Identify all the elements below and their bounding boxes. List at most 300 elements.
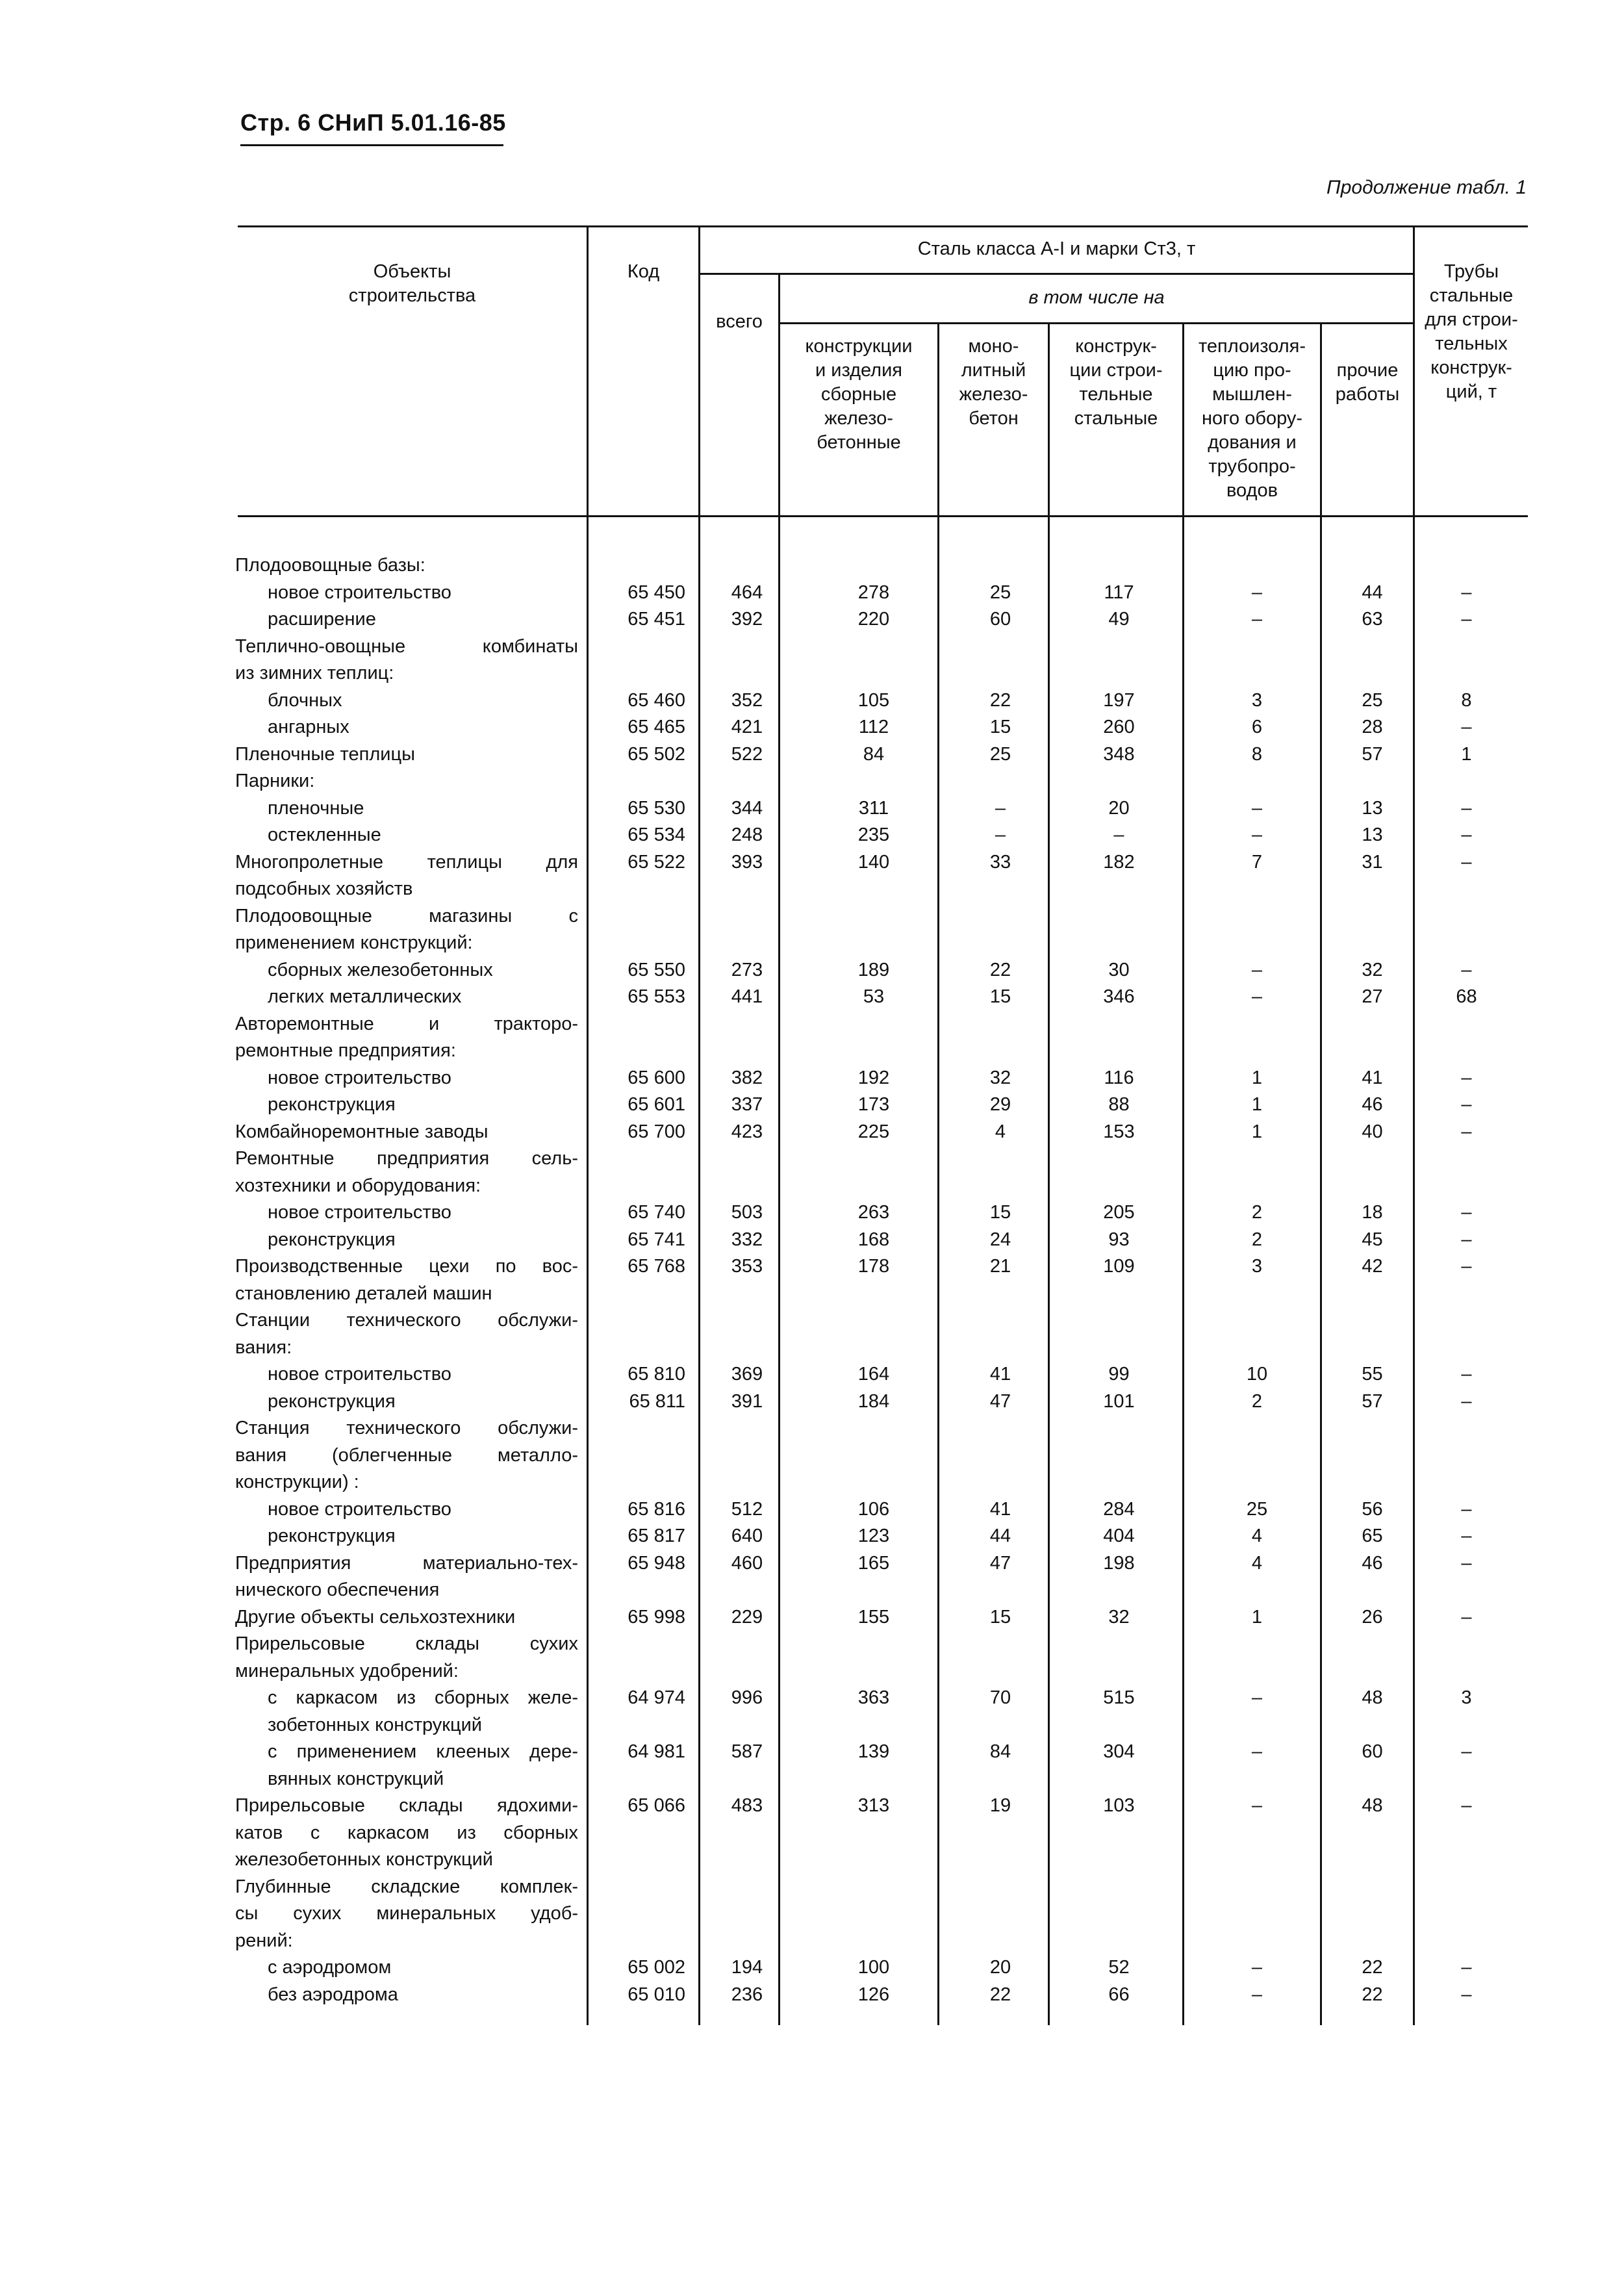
cell-total: 236: [731, 1984, 763, 2005]
cell-insul: 2: [1251, 1229, 1263, 1250]
row-object-name: Прирельсовые склады ядохими-: [235, 1795, 578, 1816]
row-object-name: становлению деталей машин: [235, 1283, 492, 1304]
table-row: [227, 1092, 1527, 1119]
table-row: [227, 1712, 1527, 1739]
table-row: [227, 1307, 1527, 1335]
table-row: [227, 687, 1527, 715]
cell-steel: 197: [1103, 689, 1135, 711]
cell-steel: 101: [1103, 1390, 1135, 1412]
table-row: [227, 633, 1527, 661]
row-object-name: блочных: [268, 689, 342, 711]
cell-insul: –: [1251, 986, 1263, 1007]
row-object-name: Прирельсовые склады сухих: [235, 1633, 578, 1654]
row-object-name: Глубинные складские комплек-: [235, 1876, 578, 1897]
cell-insul: 3: [1251, 689, 1263, 711]
table-row: [227, 1388, 1527, 1416]
cell-other: 44: [1362, 581, 1383, 603]
cell-other: 46: [1362, 1552, 1383, 1574]
cell-other: 27: [1362, 986, 1383, 1007]
row-object-name: реконструкция: [268, 1526, 396, 1546]
row-object-name: Производственные цехи по вос-: [235, 1256, 578, 1277]
row-object-name: реконструкция: [268, 1229, 396, 1250]
header-precast: конструкции и изделия сборные железо- бетонные: [805, 336, 913, 453]
cell-monolith: 22: [989, 1984, 1011, 2005]
cell-total: 640: [731, 1526, 763, 1546]
cell-total: 391: [731, 1390, 763, 1412]
table-row: [227, 1038, 1527, 1065]
cell-pipes: –: [1461, 959, 1472, 980]
row-object-name: ангарных: [268, 717, 349, 737]
cell-precast: 126: [857, 1984, 890, 2005]
cell-pipes: –: [1461, 1526, 1472, 1546]
row-object-name: расширение: [268, 609, 376, 630]
cell-other: 56: [1362, 1498, 1383, 1520]
cell-insul: 10: [1246, 1364, 1268, 1385]
table-row: [227, 1011, 1527, 1038]
row-object-name: пленочные: [268, 797, 364, 819]
table-row: [227, 795, 1527, 823]
cell-code: 65 811: [629, 1390, 685, 1412]
cell-precast: 155: [857, 1606, 890, 1628]
row-object-name: Станции технического обслужи-: [235, 1310, 578, 1331]
cell-other: 48: [1362, 1795, 1383, 1816]
cell-total: 393: [731, 851, 763, 873]
table-row: [227, 876, 1527, 903]
cell-pipes: –: [1461, 824, 1472, 845]
cell-monolith: 47: [989, 1390, 1011, 1412]
page-header: Стр. 6 СНиП 5.01.16-85: [240, 109, 506, 136]
header-underline: [240, 144, 503, 146]
cell-total: 503: [731, 1202, 763, 1223]
table-row: [227, 1361, 1527, 1388]
cell-insul: –: [1251, 797, 1263, 819]
cell-other: 57: [1362, 1390, 1383, 1412]
cell-steel: 346: [1103, 986, 1135, 1007]
table-row: [227, 1335, 1527, 1362]
cell-code: 65 066: [628, 1795, 685, 1816]
cell-other: 42: [1362, 1256, 1383, 1277]
row-object-name: Многопролетные теплицы для: [235, 851, 578, 873]
table-continuation-note: Продолжение табл. 1: [1326, 177, 1527, 198]
table-row: [227, 1199, 1527, 1227]
cell-total: 996: [731, 1687, 763, 1708]
cell-precast: 140: [857, 851, 890, 873]
cell-pipes: –: [1461, 1741, 1472, 1762]
cell-monolith: 70: [989, 1687, 1011, 1708]
table-row: [227, 1145, 1527, 1173]
cell-pipes: –: [1461, 1795, 1472, 1816]
cell-steel: 198: [1103, 1552, 1135, 1574]
cell-total: 194: [731, 1957, 763, 1978]
table-row: [227, 930, 1527, 957]
row-object-name: новое строительство: [268, 1202, 451, 1223]
table-row: [227, 1415, 1527, 1442]
header-code: Код: [627, 261, 660, 282]
table-row: [227, 1604, 1527, 1631]
cell-pipes: –: [1461, 1364, 1472, 1385]
table-row: [227, 1793, 1527, 1820]
cell-precast: 123: [857, 1526, 890, 1546]
table-row: [227, 849, 1527, 876]
row-object-name: нического обеспечения: [235, 1579, 440, 1600]
cell-code: 65 553: [628, 986, 685, 1007]
table-row: [227, 1928, 1527, 1955]
cell-code: 65 451: [628, 609, 685, 630]
header-bottom-rule: [238, 515, 1528, 517]
incl-rule: [780, 322, 1413, 324]
cell-pipes: –: [1461, 797, 1472, 819]
cell-code: 65 817: [628, 1526, 685, 1546]
table-row: [227, 903, 1527, 930]
row-object-name: сы сухих минеральных удоб-: [235, 1903, 578, 1924]
table-row: [227, 957, 1527, 984]
cell-pipes: –: [1461, 1229, 1472, 1250]
cell-total: 441: [731, 986, 763, 1007]
cell-pipes: –: [1461, 1390, 1472, 1412]
cell-steel: 66: [1108, 1984, 1130, 2005]
cell-total: 273: [731, 959, 763, 980]
cell-code: 65 460: [628, 689, 685, 711]
cell-other: 26: [1362, 1606, 1383, 1628]
header-monolith: моно- литный железо- бетон: [959, 336, 1028, 429]
cell-other: 31: [1362, 851, 1383, 873]
cell-other: 55: [1362, 1364, 1383, 1385]
cell-steel: 93: [1108, 1229, 1130, 1250]
cell-insul: –: [1251, 1957, 1263, 1978]
cell-total: 337: [731, 1094, 763, 1115]
cell-pipes: –: [1461, 1552, 1472, 1574]
cell-monolith: 25: [989, 743, 1011, 765]
cell-precast: 192: [857, 1067, 890, 1088]
row-object-name: минеральных удобрений:: [235, 1660, 459, 1681]
cell-code: 65 502: [628, 743, 685, 765]
cell-precast: 100: [857, 1957, 890, 1978]
cell-steel: 284: [1103, 1498, 1135, 1520]
cell-insul: 1: [1251, 1067, 1263, 1088]
table-row: [227, 822, 1527, 849]
row-object-name: реконструкция: [268, 1094, 396, 1115]
cell-other: 22: [1362, 1957, 1383, 1978]
cell-insul: 4: [1251, 1526, 1263, 1546]
row-object-name: остекленные: [268, 824, 381, 845]
cell-pipes: 1: [1461, 743, 1472, 765]
table-row: [227, 1982, 1527, 2009]
cell-precast: 173: [857, 1094, 890, 1115]
cell-precast: 313: [857, 1795, 890, 1816]
cell-monolith: 20: [989, 1957, 1011, 1978]
table-row: [227, 1874, 1527, 1901]
cell-steel: 182: [1103, 851, 1135, 873]
row-object-name: с применением клееных дере-: [268, 1741, 578, 1762]
cell-total: 382: [731, 1067, 763, 1088]
cell-steel: 109: [1103, 1256, 1135, 1277]
row-object-name: легких металлических: [268, 986, 462, 1007]
cell-other: 40: [1362, 1121, 1383, 1142]
row-object-name: хозтехники и оборудования:: [235, 1175, 481, 1196]
row-object-name: железобетонных конструкций: [235, 1849, 493, 1870]
cell-code: 65 002: [628, 1957, 685, 1978]
cell-insul: 3: [1251, 1256, 1263, 1277]
cell-code: 65 601: [628, 1094, 685, 1115]
cell-precast: 106: [857, 1498, 890, 1520]
row-object-name: новое строительство: [268, 1067, 451, 1088]
table-row: [227, 1173, 1527, 1200]
cell-pipes: –: [1461, 609, 1472, 630]
row-object-name: новое строительство: [268, 581, 451, 603]
row-object-name: вания:: [235, 1336, 292, 1358]
cell-code: 64 974: [628, 1687, 685, 1708]
cell-code: 65 741: [628, 1229, 685, 1250]
cell-code: 65 810: [628, 1364, 685, 1385]
cell-pipes: –: [1461, 1094, 1472, 1115]
cell-total: 587: [731, 1741, 763, 1762]
cell-other: 45: [1362, 1229, 1383, 1250]
cell-monolith: 41: [989, 1364, 1011, 1385]
cell-other: 28: [1362, 717, 1383, 737]
cell-steel: 49: [1108, 609, 1130, 630]
row-object-name: с аэродромом: [268, 1957, 392, 1978]
cell-other: 48: [1362, 1687, 1383, 1708]
cell-monolith: 47: [989, 1552, 1011, 1574]
table-row: [227, 1442, 1527, 1470]
cell-steel: 30: [1108, 959, 1130, 980]
cell-steel: 99: [1108, 1364, 1130, 1385]
table-row: [227, 1739, 1527, 1766]
cell-other: 32: [1362, 959, 1383, 980]
cell-code: 65 534: [628, 824, 685, 845]
steel-group-rule: [700, 273, 1413, 275]
cell-precast: 235: [857, 824, 890, 845]
row-object-name: Станция технического обслужи-: [235, 1418, 578, 1438]
row-object-name: с каркасом из сборных желе-: [268, 1687, 578, 1708]
cell-code: 65 998: [628, 1606, 685, 1628]
cell-monolith: 15: [989, 1606, 1011, 1628]
cell-other: 46: [1362, 1094, 1383, 1115]
table-row: [227, 1577, 1527, 1604]
cell-other: 18: [1362, 1202, 1383, 1223]
cell-precast: 220: [857, 609, 890, 630]
table-row: [227, 1685, 1527, 1712]
cell-code: 65 948: [628, 1552, 685, 1574]
row-object-name: Ремонтные предприятия сель-: [235, 1148, 578, 1169]
cell-code: 65 465: [628, 717, 685, 737]
cell-monolith: –: [995, 797, 1006, 819]
cell-precast: 189: [857, 959, 890, 980]
row-object-name: Другие объекты сельхозтехники: [235, 1606, 516, 1628]
cell-insul: 1: [1251, 1121, 1263, 1142]
cell-monolith: 84: [989, 1741, 1011, 1762]
cell-code: 65 530: [628, 797, 685, 819]
cell-code: 65 550: [628, 959, 685, 980]
row-object-name: Авторемонтные и тракторо-: [235, 1013, 578, 1034]
cell-insul: –: [1251, 1984, 1263, 2005]
cell-total: 522: [731, 743, 763, 765]
cell-insul: –: [1251, 581, 1263, 603]
cell-steel: 260: [1103, 717, 1135, 737]
header-insulation: теплоизоля- цию про- мышлен- ного обору- дования и трубопро- водов: [1198, 336, 1306, 501]
header-incl: в том числе на: [1028, 287, 1165, 308]
table-row: [227, 1846, 1527, 1874]
cell-monolith: 33: [989, 851, 1011, 873]
cell-code: 65 522: [628, 851, 685, 873]
cell-insul: 25: [1246, 1498, 1268, 1520]
cell-insul: 2: [1251, 1390, 1263, 1412]
table-row: [227, 984, 1527, 1011]
cell-insul: 1: [1251, 1606, 1263, 1628]
cell-total: 392: [731, 609, 763, 630]
table-row: [227, 1523, 1527, 1550]
row-object-name: из зимних теплиц:: [235, 663, 394, 684]
row-object-name: Парники:: [235, 771, 315, 791]
cell-pipes: –: [1461, 851, 1472, 873]
cell-precast: 139: [857, 1741, 890, 1762]
cell-precast: 105: [857, 689, 890, 711]
row-object-name: ремонтные предприятия:: [235, 1040, 456, 1061]
table-row: [227, 1954, 1527, 1982]
header-steel-structures: конструк- ции строи- тельные стальные: [1069, 336, 1163, 429]
table-row: [227, 1253, 1527, 1281]
header-objects: Объекты строительства: [348, 261, 476, 306]
cell-steel: 205: [1103, 1202, 1135, 1223]
cell-steel: –: [1113, 824, 1124, 845]
row-object-name: Пленочные теплицы: [235, 743, 415, 765]
cell-insul: –: [1251, 1795, 1263, 1816]
cell-precast: 178: [857, 1256, 890, 1277]
cell-pipes: 3: [1461, 1687, 1472, 1708]
cell-total: 352: [731, 689, 763, 711]
cell-monolith: 21: [989, 1256, 1011, 1277]
table-row: [227, 580, 1527, 607]
row-object-name: рений:: [235, 1930, 293, 1951]
table-row: [227, 1227, 1527, 1254]
table-row: [227, 1065, 1527, 1092]
cell-monolith: 15: [989, 986, 1011, 1007]
cell-total: 344: [731, 797, 763, 819]
cell-steel: 348: [1103, 743, 1135, 765]
cell-total: 332: [731, 1229, 763, 1250]
cell-total: 421: [731, 717, 763, 737]
table-body: [227, 552, 1527, 2008]
cell-insul: 6: [1251, 717, 1263, 737]
cell-monolith: 22: [989, 689, 1011, 711]
cell-code: 64 981: [628, 1741, 685, 1762]
cell-other: 65: [1362, 1526, 1383, 1546]
cell-insul: 4: [1251, 1552, 1263, 1574]
table-top-rule: [238, 225, 1528, 227]
cell-monolith: 15: [989, 717, 1011, 737]
row-object-name: зобетонных конструкций: [268, 1714, 483, 1735]
cell-other: 60: [1362, 1741, 1383, 1762]
cell-total: 353: [731, 1256, 763, 1277]
header-other: прочие работы: [1335, 360, 1400, 405]
cell-insul: –: [1251, 1687, 1263, 1708]
cell-pipes: –: [1461, 581, 1472, 603]
table-row: [227, 714, 1527, 741]
cell-pipes: –: [1461, 1498, 1472, 1520]
cell-pipes: 8: [1461, 689, 1472, 711]
cell-pipes: 68: [1456, 986, 1477, 1007]
cell-precast: 84: [863, 743, 885, 765]
header-pipes: Трубы стальные для строи- тельных конструк- ций, т: [1425, 261, 1518, 402]
cell-precast: 168: [857, 1229, 890, 1250]
header-total: всего: [716, 311, 763, 332]
cell-other: 63: [1362, 609, 1383, 630]
table-row: [227, 1631, 1527, 1658]
row-object-name: катов с каркасом из сборных: [235, 1822, 578, 1843]
row-object-name: Плодоовощные базы:: [235, 555, 425, 576]
cell-other: 22: [1362, 1984, 1383, 2005]
row-object-name: вания (облегченные металло-: [235, 1444, 578, 1466]
cell-code: 65 010: [628, 1984, 685, 2005]
cell-monolith: 15: [989, 1202, 1011, 1223]
cell-steel: 117: [1104, 581, 1134, 603]
cell-total: 248: [731, 824, 763, 845]
table-row: [227, 1496, 1527, 1524]
cell-steel: 52: [1108, 1957, 1130, 1978]
cell-precast: 311: [858, 797, 889, 819]
row-object-name: применением конструкций:: [235, 932, 473, 953]
table-row: [227, 1281, 1527, 1308]
table-row: [227, 1469, 1527, 1496]
cell-steel: 515: [1103, 1687, 1135, 1708]
cell-pipes: –: [1461, 1957, 1472, 1978]
cell-insul: –: [1251, 824, 1263, 845]
cell-other: 57: [1362, 743, 1383, 765]
cell-monolith: 4: [995, 1121, 1006, 1142]
cell-steel: 88: [1108, 1094, 1130, 1115]
cell-pipes: –: [1461, 1984, 1472, 2005]
cell-other: 13: [1362, 797, 1383, 819]
table-row: [227, 1766, 1527, 1793]
cell-precast: 165: [857, 1552, 890, 1574]
row-object-name: вянных конструкций: [268, 1768, 444, 1789]
row-object-name: конструкции) :: [235, 1472, 359, 1492]
row-object-name: без аэродрома: [268, 1984, 398, 2005]
cell-monolith: 24: [989, 1229, 1011, 1250]
row-object-name: реконструкция: [268, 1390, 396, 1412]
table-row: [227, 1658, 1527, 1685]
row-object-name: новое строительство: [268, 1498, 451, 1520]
cell-code: 65 740: [628, 1202, 685, 1223]
cell-steel: 20: [1108, 797, 1130, 819]
row-object-name: Теплично-овощные комбинаты: [235, 635, 578, 657]
cell-code: 65 600: [628, 1067, 685, 1088]
header-steel-group: Сталь класса А-I и марки Ст3, т: [917, 238, 1196, 259]
cell-total: 483: [731, 1795, 763, 1816]
row-object-name: подсобных хозяйств: [235, 878, 413, 899]
cell-code: 65 700: [628, 1121, 685, 1142]
cell-other: 13: [1362, 824, 1383, 845]
table-row: [227, 660, 1527, 687]
cell-monolith: 25: [989, 581, 1011, 603]
row-object-name: сборных железобетонных: [268, 959, 493, 980]
cell-precast: 225: [857, 1121, 890, 1142]
cell-total: 512: [731, 1498, 763, 1520]
cell-total: 423: [731, 1121, 763, 1142]
table-row: [227, 1550, 1527, 1578]
table-row: [227, 606, 1527, 633]
cell-pipes: –: [1461, 1121, 1472, 1142]
table-row: [227, 1900, 1527, 1928]
cell-total: 460: [731, 1552, 763, 1574]
cell-code: 65 450: [628, 581, 685, 603]
cell-pipes: –: [1461, 1256, 1472, 1277]
table-row: [227, 552, 1527, 580]
cell-monolith: 32: [989, 1067, 1011, 1088]
cell-monolith: 29: [989, 1094, 1011, 1115]
cell-insul: 8: [1251, 743, 1263, 765]
row-object-name: Предприятия материально-тех-: [235, 1552, 578, 1574]
